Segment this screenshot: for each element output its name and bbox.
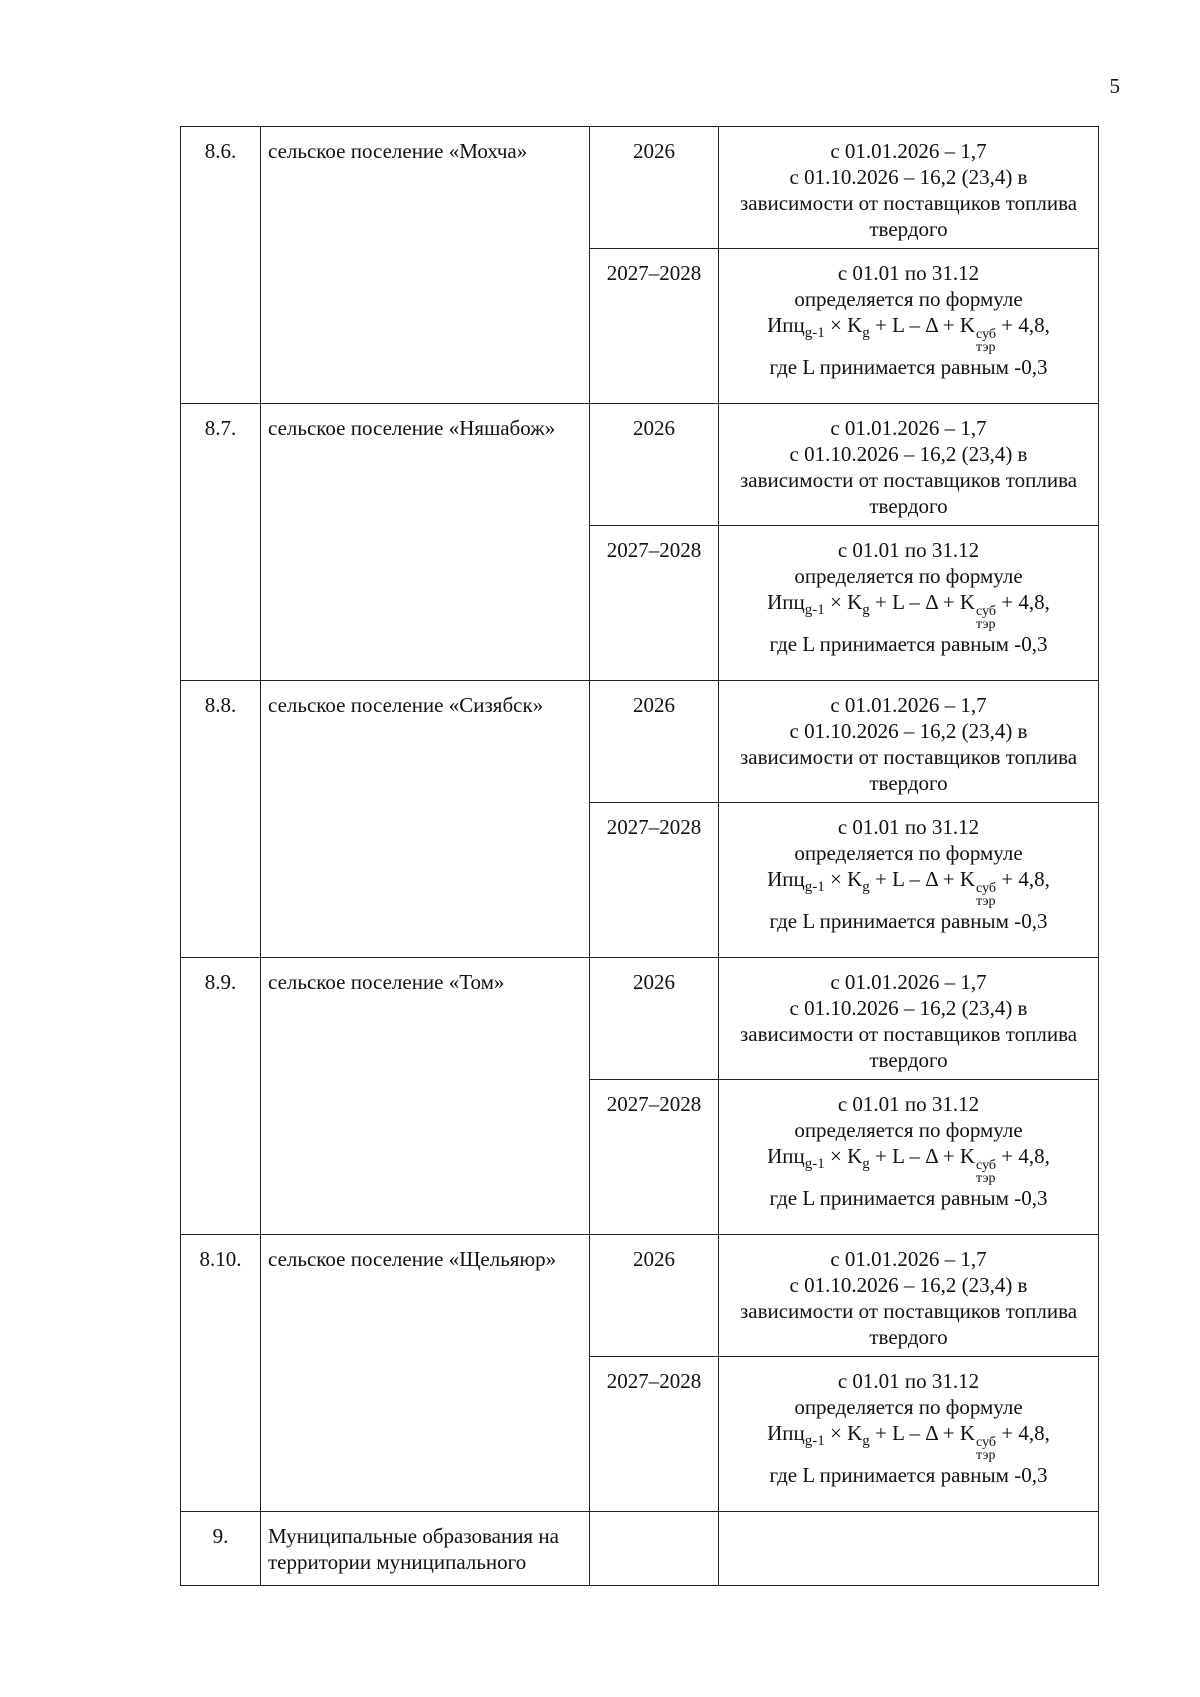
item-number: 8.8. [181,681,261,958]
item-name: сельское поселение «Няшабож» [261,404,590,681]
value-line: твердого [869,1325,948,1349]
tariff-value [719,1357,1099,1512]
item-number: 9. [181,1512,261,1586]
formula-superscript: суб [976,1158,997,1173]
period-year: 2026 [590,958,719,1080]
formula [726,589,1091,631]
formula-subscript: тэр [976,1448,996,1463]
table-row [181,1512,1099,1586]
tariff-value [719,681,1099,803]
value-cell [719,1512,1099,1586]
formula-k-index: g [862,1433,870,1449]
value-line: твердого [869,771,948,795]
tariff-value [719,526,1099,681]
formula-note: где L принимается равным -0,3 [769,355,1048,379]
formula-tail: + 4,8, [996,1144,1050,1168]
table-row [181,404,1099,526]
table-row [181,127,1099,249]
formula-note: где L принимается равным -0,3 [769,1186,1048,1210]
formula-k-subsidy-indices [976,605,996,631]
formula-note: где L принимается равным -0,3 [769,909,1048,933]
value-line: с 01.01.2026 – 1,7 [830,416,987,440]
formula-cpi: Ипц [767,1144,805,1168]
tariff-table [180,126,1099,1586]
date-range: с 01.01 по 31.12 [837,815,980,839]
formula-caption: определяется по формуле [794,841,1023,865]
item-number: 8.7. [181,404,261,681]
formula-k-index: g [862,325,870,341]
tariff-value [719,958,1099,1080]
value-line: с 01.10.2026 – 16,2 (23,4) в [789,442,1028,466]
formula-middle: + L – Δ + K [869,1144,976,1168]
formula-cpi-index: g-1 [804,1433,825,1449]
formula-k-subsidy-indices [976,328,996,354]
value-line: твердого [869,494,948,518]
page-number: 5 [1109,74,1120,98]
value-line: с 01.01.2026 – 1,7 [830,139,987,163]
formula-superscript: суб [976,1435,997,1450]
date-range: с 01.01 по 31.12 [837,1092,980,1116]
period-year: 2027–2028 [590,1080,719,1235]
formula-caption: определяется по формуле [794,287,1023,311]
table-row [181,681,1099,803]
formula-subscript: тэр [976,894,996,909]
formula-subscript: тэр [976,1171,996,1186]
item-number: 8.9. [181,958,261,1235]
value-line: с 01.10.2026 – 16,2 (23,4) в [789,1273,1028,1297]
formula-cpi-index: g-1 [804,879,825,895]
period-year: 2026 [590,681,719,803]
item-number: 8.6. [181,127,261,404]
value-line: с 01.10.2026 – 16,2 (23,4) в [789,719,1028,743]
formula-middle: + L – Δ + K [869,1421,976,1445]
value-line: с 01.01.2026 – 1,7 [830,1247,987,1271]
tariff-table-body [181,127,1099,1586]
item-name: сельское поселение «Мохча» [261,127,590,404]
value-line: с 01.01.2026 – 1,7 [830,693,987,717]
tariff-value [719,1235,1099,1357]
date-range: с 01.01 по 31.12 [837,261,980,285]
formula-caption: определяется по формуле [794,1118,1023,1142]
formula-k-factor: × K [824,867,863,891]
period-year: 2026 [590,404,719,526]
formula-tail: + 4,8, [996,313,1050,337]
formula-k-factor: × K [824,313,863,337]
period-year: 2026 [590,127,719,249]
value-line: с 01.10.2026 – 16,2 (23,4) в [789,996,1028,1020]
formula-tail: + 4,8, [996,1421,1050,1445]
formula-cpi: Ипц [767,313,805,337]
formula-subscript: тэр [976,617,996,632]
formula-cpi-index: g-1 [804,325,825,341]
formula-cpi-index: g-1 [804,602,825,618]
period-year: 2027–2028 [590,526,719,681]
formula-k-factor: × K [824,1144,863,1168]
formula-cpi: Ипц [767,867,805,891]
item-name: сельское поселение «Сизябск» [261,681,590,958]
formula [726,1420,1091,1462]
formula-note: где L принимается равным -0,3 [769,632,1048,656]
formula-k-subsidy-indices [976,882,996,908]
formula-superscript: суб [976,327,997,342]
formula-cpi-index: g-1 [804,1156,825,1172]
tariff-value [719,404,1099,526]
table-row [181,958,1099,1080]
formula-caption: определяется по формуле [794,564,1023,588]
formula-middle: + L – Δ + K [869,867,976,891]
formula [726,866,1091,908]
item-name: Муниципальные образования на территории муниципального [261,1512,590,1586]
item-number: 8.10. [181,1235,261,1512]
value-line: твердого [869,1048,948,1072]
value-line: зависимости от поставщиков топлива [739,1299,1078,1323]
period-year: 2026 [590,1235,719,1357]
value-line: зависимости от поставщиков топлива [739,745,1078,769]
formula-subscript: тэр [976,340,996,355]
formula-cpi: Ипц [767,1421,805,1445]
value-line: зависимости от поставщиков топлива [739,468,1078,492]
value-line: зависимости от поставщиков топлива [739,1022,1078,1046]
formula-k-subsidy-indices [976,1436,996,1462]
period-cell [590,1512,719,1586]
period-year: 2027–2028 [590,249,719,404]
formula-note: где L принимается равным -0,3 [769,1463,1048,1487]
tariff-value [719,1080,1099,1235]
formula-tail: + 4,8, [996,867,1050,891]
tariff-value [719,249,1099,404]
formula-superscript: суб [976,604,997,619]
formula-k-factor: × K [824,1421,863,1445]
formula-k-subsidy-indices [976,1159,996,1185]
formula-k-index: g [862,1156,870,1172]
table-row [181,1235,1099,1357]
formula-cpi: Ипц [767,590,805,614]
item-name: сельское поселение «Том» [261,958,590,1235]
date-range: с 01.01 по 31.12 [837,538,980,562]
formula-tail: + 4,8, [996,590,1050,614]
item-name: сельское поселение «Щельяюр» [261,1235,590,1512]
formula-k-factor: × K [824,590,863,614]
formula [726,312,1091,354]
period-year: 2027–2028 [590,803,719,958]
value-line: твердого [869,217,948,241]
formula-caption: определяется по формуле [794,1395,1023,1419]
formula [726,1143,1091,1185]
value-line: зависимости от поставщиков топлива [739,191,1078,215]
formula-superscript: суб [976,881,997,896]
formula-middle: + L – Δ + K [869,590,976,614]
formula-middle: + L – Δ + K [869,313,976,337]
formula-k-index: g [862,602,870,618]
formula-k-index: g [862,879,870,895]
period-year: 2027–2028 [590,1357,719,1512]
tariff-value [719,803,1099,958]
date-range: с 01.01 по 31.12 [837,1369,980,1393]
tariff-value [719,127,1099,249]
value-line: с 01.10.2026 – 16,2 (23,4) в [789,165,1028,189]
value-line: с 01.01.2026 – 1,7 [830,970,987,994]
